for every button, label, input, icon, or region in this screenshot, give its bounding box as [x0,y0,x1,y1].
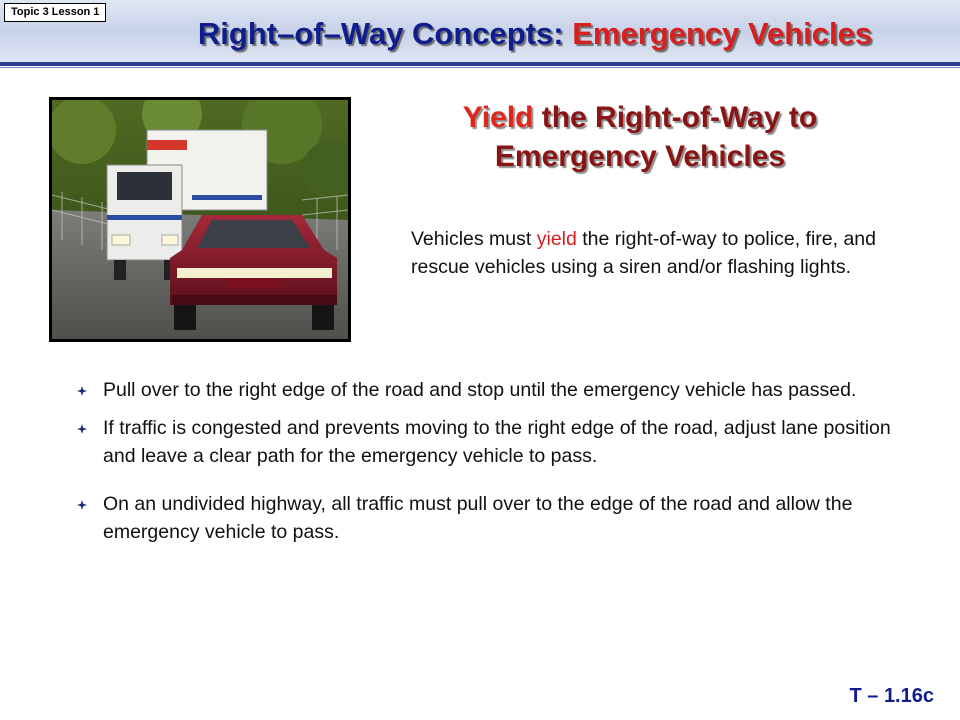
bullet-text: If traffic is congested and prevents moving to the right edge of the road, adjust lane position and leave a clear path for the emergency vehicle to pass. [103,417,891,467]
bullet-item [75,376,915,404]
slide-title-part2: Emergency Vehicles [572,16,873,51]
slide-title-part1: Right–of–Way Concepts: [197,16,573,51]
subheading-line2: Emergency Vehicles [494,140,786,173]
subheading-yield: Yield [462,101,534,134]
diamond-bullet-icon [77,500,87,510]
diamond-bullet-icon [77,386,87,396]
topic-tag: Topic 3 Lesson 1 [4,3,106,22]
photo-illustration [52,100,348,339]
intro-paragraph [411,225,881,281]
intro-after: the right-of-way to police, fire, and rescue vehicles using a siren and/or flashing lights. [411,228,876,278]
bullet-list [75,376,915,546]
bullet-text: Pull over to the right edge of the road and stop until the emergency vehicle has passed. [103,379,857,401]
subheading [380,98,900,176]
slide-number: T – 1.16c [849,685,934,707]
header-divider-thin [0,67,960,68]
intro-highlight: yield [536,228,577,250]
bullet-text: On an undivided highway, all traffic must pull over to the edge of the road and allow the emergency vehicle to pass. [103,493,853,543]
diamond-bullet-icon [77,424,87,434]
subheading-part-rest: the Right-of-Way to [533,101,818,134]
header-divider [0,62,960,66]
bullet-item [75,414,915,470]
slide-title [0,12,960,56]
bullet-item [75,490,915,546]
intro-before: Vehicles must [411,228,537,250]
ambulance-and-car-photo [49,97,351,342]
